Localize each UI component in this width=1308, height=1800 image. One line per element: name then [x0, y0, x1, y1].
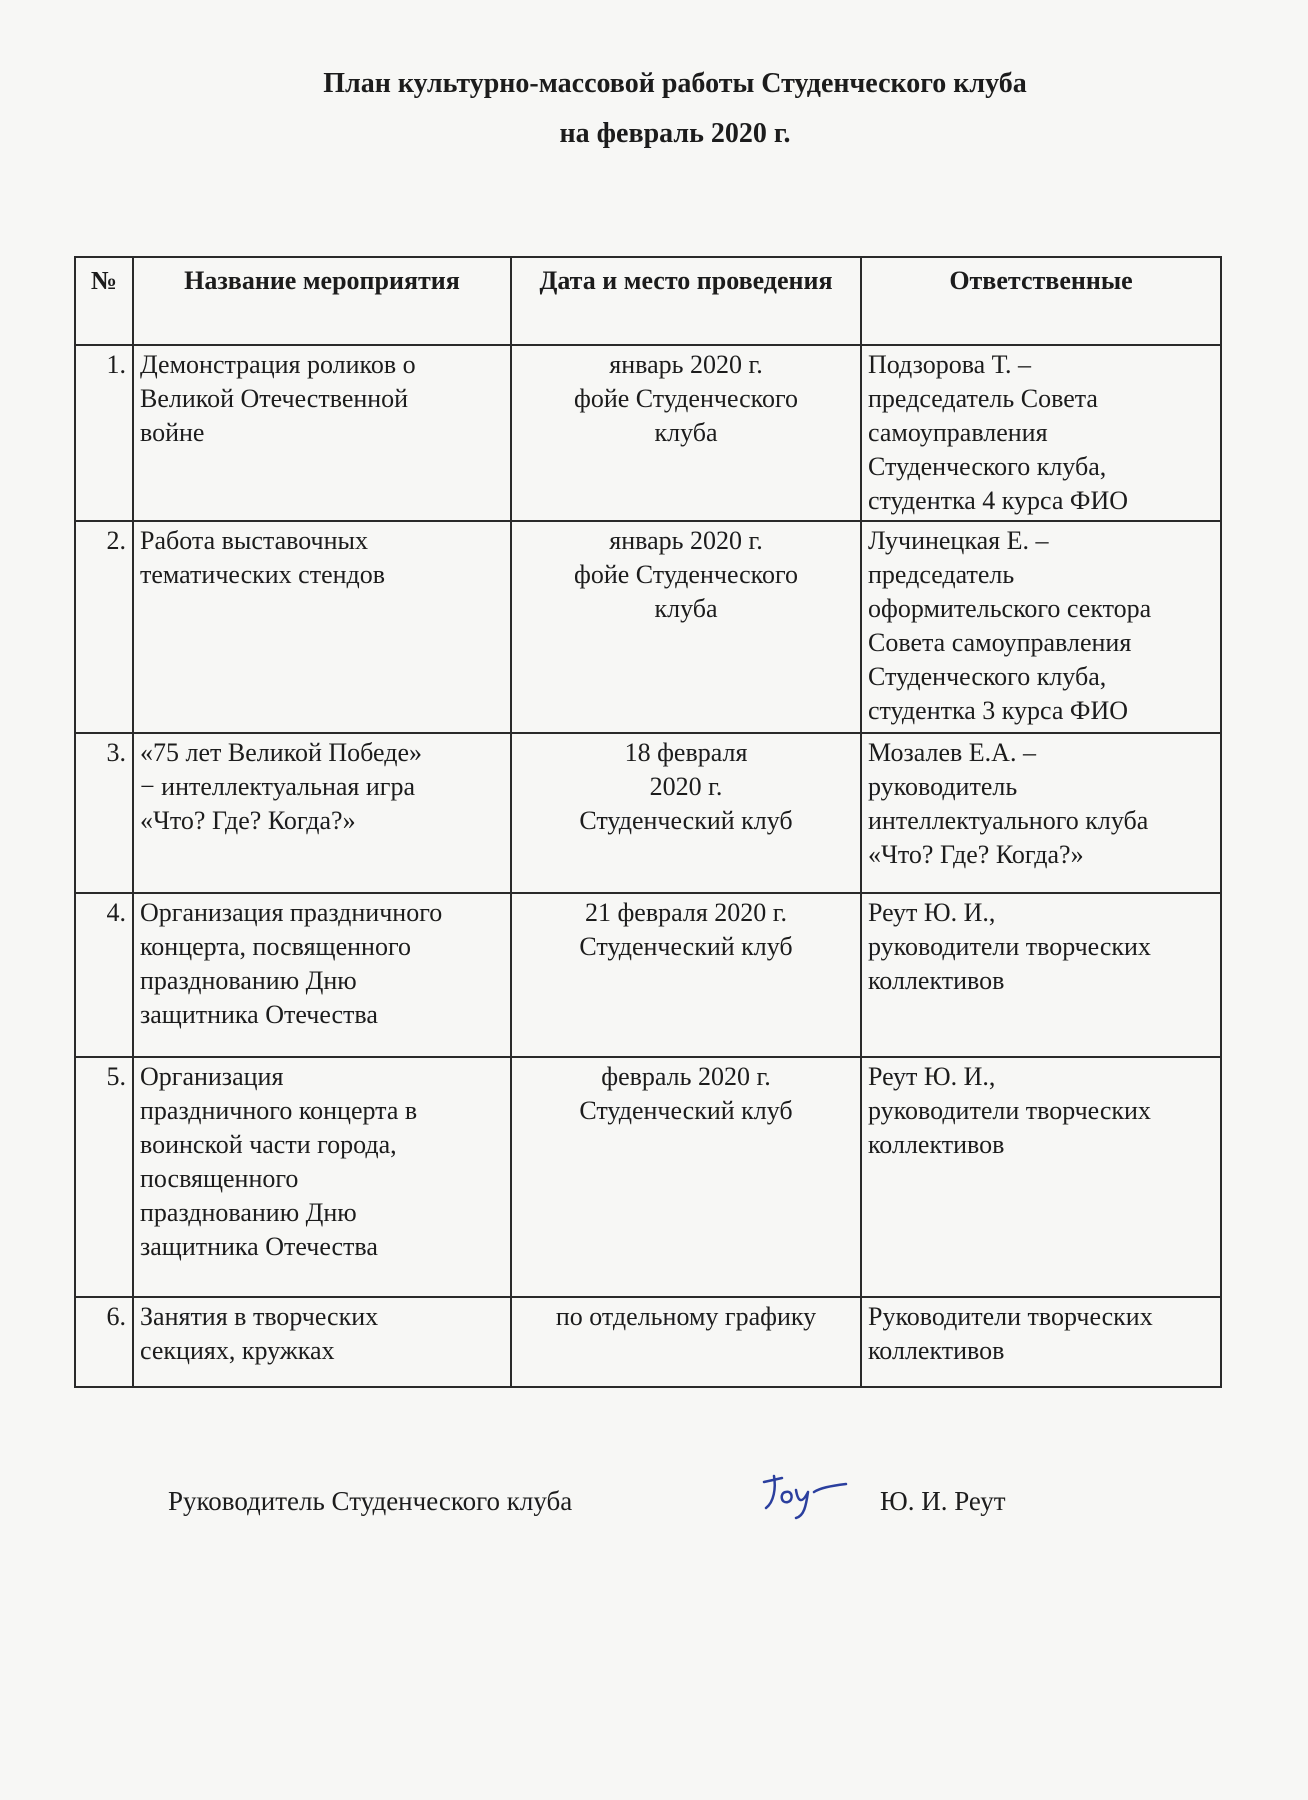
signature-image	[760, 1462, 855, 1522]
header-event-name: Название мероприятия	[133, 257, 511, 345]
responsible-cell-line: коллективов	[868, 966, 1005, 995]
event-name-cell-line: воинской части города,	[140, 1130, 397, 1159]
event-name-cell-line: − интеллектуальная игра	[140, 772, 415, 801]
table-row	[75, 733, 1221, 893]
table-row	[75, 1057, 1221, 1297]
responsible-cell-line: Подзорова Т. –	[868, 350, 1031, 379]
responsible-cell-line: Лучинецкая Е. –	[868, 526, 1049, 555]
responsible-cell-line: коллективов	[868, 1336, 1005, 1365]
responsible-cell	[861, 733, 1221, 893]
date-place-cell-line: февраль 2020 г.	[601, 1062, 771, 1091]
event-name-cell	[133, 893, 511, 1057]
event-name-cell	[133, 521, 511, 733]
date-place-cell	[511, 1057, 861, 1297]
responsible-cell-line: студентка 3 курса ФИО	[868, 696, 1128, 725]
table-body	[75, 345, 1221, 1387]
date-place-cell	[511, 345, 861, 521]
row-number: 4.	[75, 893, 133, 1057]
event-name-cell-line: праздничного концерта в	[140, 1096, 418, 1125]
event-name-cell-line: защитника Отечества	[140, 1232, 378, 1261]
event-name-cell-line: Организация праздничного	[140, 898, 443, 927]
row-number: 2.	[75, 521, 133, 733]
responsible-cell-line: Реут Ю. И.,	[868, 1062, 996, 1091]
date-place-cell-line: 18 февраля	[624, 738, 748, 767]
header-date-place: Дата и место проведения	[511, 257, 861, 345]
responsible-cell-line: интеллектуального клуба	[868, 806, 1149, 835]
event-name-cell	[133, 345, 511, 521]
date-place-cell-line: январь 2020 г.	[609, 526, 763, 555]
date-place-cell-line: фойе Студенческого	[574, 560, 798, 589]
responsible-cell-line: Мозалев Е.А. –	[868, 738, 1036, 767]
event-name-cell-line: Занятия в творческих	[140, 1302, 379, 1331]
responsible-cell-line: Руководители творческих	[868, 1302, 1153, 1331]
header-number: №	[75, 257, 133, 345]
table-row	[75, 1297, 1221, 1387]
event-name-cell-line: концерта, посвященного	[140, 932, 411, 961]
responsible-cell-line: «Что? Где? Когда?»	[868, 840, 1084, 869]
header-responsible: Ответственные	[861, 257, 1221, 345]
date-place-cell-line: по отдельному графику	[555, 1302, 817, 1331]
date-place-cell	[511, 521, 861, 733]
date-place-cell-line: Студенческий клуб	[579, 932, 793, 961]
event-name-cell-line: защитника Отечества	[140, 1000, 378, 1029]
footer-signer-name: Ю. И. Реут	[880, 1486, 1006, 1516]
responsible-cell-line: руководители творческих	[868, 932, 1151, 961]
date-place-cell-line: фойе Студенческого	[574, 384, 798, 413]
date-place-cell	[511, 893, 861, 1057]
date-place-cell-line: Студенческий клуб	[579, 1096, 793, 1125]
table-row	[75, 521, 1221, 733]
responsible-cell-line: Реут Ю. И.,	[868, 898, 996, 927]
date-place-cell-line: 2020 г.	[649, 772, 723, 801]
date-place-cell-line: клуба	[654, 594, 718, 623]
responsible-cell	[861, 521, 1221, 733]
document-title: План культурно-массовой работы Студенческого клуба	[323, 68, 1027, 99]
event-name-cell-line: секциях, кружках	[140, 1336, 335, 1365]
table-row	[75, 893, 1221, 1057]
event-name-cell	[133, 733, 511, 893]
responsible-cell	[861, 893, 1221, 1057]
responsible-cell-line: председатель Совета	[868, 384, 1098, 413]
responsible-cell-line: Студенческого клуба,	[868, 452, 1107, 481]
event-name-cell-line: войне	[140, 418, 205, 447]
date-place-cell-line: клуба	[654, 418, 718, 447]
responsible-cell	[861, 1297, 1221, 1387]
responsible-cell	[861, 1057, 1221, 1297]
responsible-cell-line: руководитель	[868, 772, 1018, 801]
row-number: 1.	[75, 345, 133, 521]
date-place-cell-line: январь 2020 г.	[609, 350, 763, 379]
date-place-cell	[511, 1297, 861, 1387]
event-name-cell-line: Демонстрация роликов о	[140, 350, 416, 379]
document-subtitle: на февраль 2020 г.	[559, 118, 791, 149]
event-name-cell-line: Организация	[140, 1062, 284, 1091]
event-name-cell-line: «75 лет Великой Победе»	[140, 738, 423, 767]
date-place-cell	[511, 733, 861, 893]
row-number: 5.	[75, 1057, 133, 1297]
event-name-cell	[133, 1057, 511, 1297]
date-place-cell-line: Студенческий клуб	[579, 806, 793, 835]
event-name-cell	[133, 1297, 511, 1387]
footer-position: Руководитель Студенческого клуба	[168, 1486, 573, 1516]
responsible-cell-line: самоуправления	[868, 418, 1048, 447]
date-place-cell-line: 21 февраля 2020 г.	[584, 898, 788, 927]
event-name-cell-line: Великой Отечественной	[140, 384, 409, 413]
event-name-cell-line: празднованию Дню	[140, 966, 357, 995]
event-name-cell-line: посвященного	[140, 1164, 299, 1193]
event-name-cell-line: «Что? Где? Когда?»	[140, 806, 356, 835]
table-row	[75, 345, 1221, 521]
responsible-cell-line: председатель	[868, 560, 1015, 589]
row-number: 3.	[75, 733, 133, 893]
event-name-cell-line: Работа выставочных	[140, 526, 368, 555]
event-name-cell-line: тематических стендов	[140, 560, 386, 589]
row-number: 6.	[75, 1297, 133, 1387]
responsible-cell-line: Студенческого клуба,	[868, 662, 1107, 691]
responsible-cell	[861, 345, 1221, 521]
responsible-cell-line: руководители творческих	[868, 1096, 1151, 1125]
responsible-cell-line: коллективов	[868, 1130, 1005, 1159]
event-name-cell-line: празднованию Дню	[140, 1198, 357, 1227]
table-header-row	[75, 257, 1221, 345]
plan-table	[74, 256, 1222, 1388]
responsible-cell-line: Совета самоуправления	[868, 628, 1132, 657]
responsible-cell-line: студентка 4 курса ФИО	[868, 486, 1128, 515]
responsible-cell-line: оформительского сектора	[868, 594, 1152, 623]
